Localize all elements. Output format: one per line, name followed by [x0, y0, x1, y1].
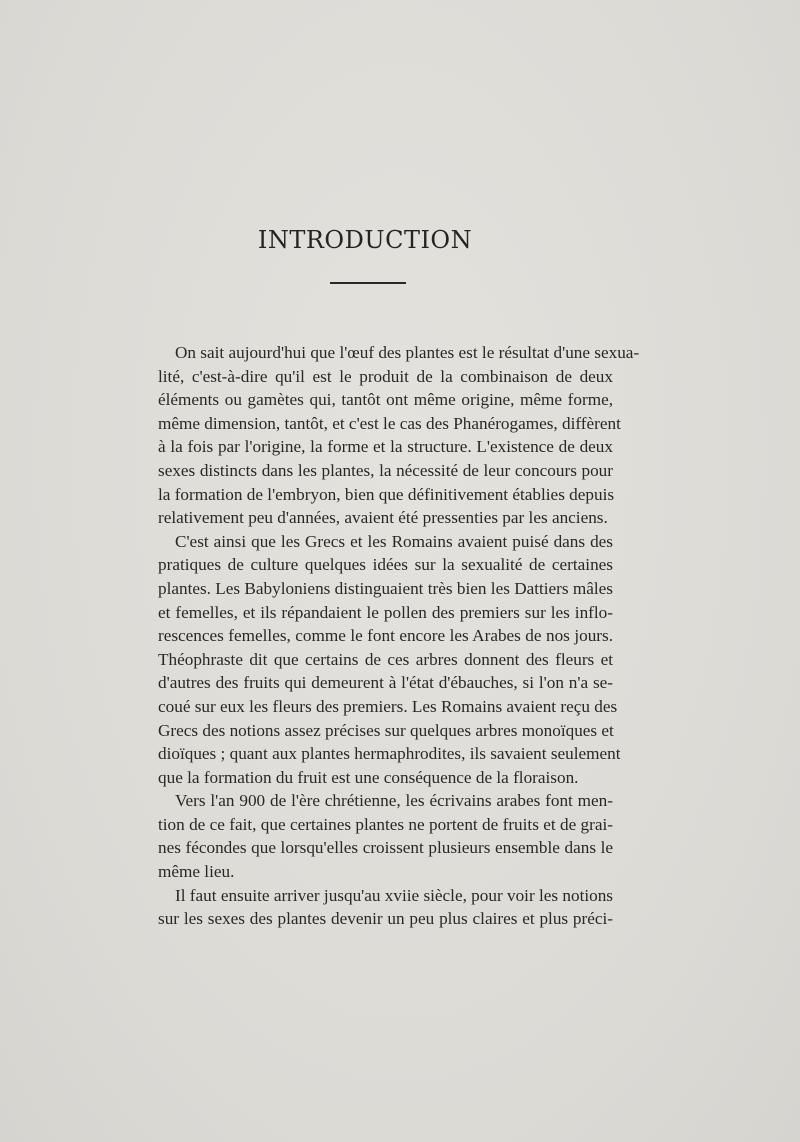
text-line: et femelles, et ils répandaient le pollen des premiers sur les inflo- — [158, 602, 613, 622]
text-line: à la fois par l'origine, la forme et la structure. L'existence de deux — [158, 437, 613, 457]
paragraph-1 — [141, 341, 640, 530]
text-line: dioïques ; quant aux plantes hermaphrodites, ils savaient seulement — [158, 744, 621, 764]
text-line: éléments ou gamètes qui, tantôt ont même origine, même forme, — [158, 390, 613, 410]
title-rule — [330, 282, 406, 284]
text-line: rescences femelles, comme le font encore les Arabes de nos jours. — [158, 626, 613, 646]
text-line: relativement peu d'années, avaient été pressenties par les anciens. — [158, 508, 608, 528]
text-line: pratiques de culture quelques idées sur la sexualité de certaines — [158, 555, 613, 575]
text-line: Grecs des notions assez précises sur quelques arbres monoïques et — [158, 720, 614, 740]
text-line: la formation de l'embryon, bien que définitivement établies depuis — [158, 484, 615, 504]
text-line: On sait aujourd'hui que l'œuf des plantes est le résultat d'une sexua- — [175, 343, 640, 362]
text-line: lité, c'est-à-dire qu'il est le produit de la combinaison de deux — [158, 366, 613, 386]
text-line: Il faut ensuite arriver jusqu'au xviie siècle, pour voir les notions — [175, 885, 613, 905]
text-line: tion de ce fait, que certaines plantes ne portent de fruits et de grai- — [158, 814, 613, 834]
text-line: Vers l'an 900 de l'ère chrétienne, les écrivains arabes font men- — [175, 791, 613, 811]
body-text — [141, 341, 640, 931]
paragraph-3 — [141, 789, 613, 883]
paragraph-2 — [141, 530, 621, 790]
text-line: plantes. Les Babyloniens distinguaient très bien les Dattiers mâles — [158, 578, 613, 598]
text-line: d'autres des fruits qui demeurent à l'état d'ébauches, si l'on n'a se- — [158, 673, 613, 693]
text-line: que la formation du fruit est une conséquence de la floraison. — [158, 767, 579, 787]
text-line: même dimension, tantôt, et c'est le cas des Phanérogames, diffèrent — [158, 413, 621, 433]
text-line: sexes distincts dans les plantes, la nécessité de leur concours pour — [158, 460, 613, 480]
chapter-title: INTRODUCTION — [257, 226, 473, 254]
text-line: coué sur eux les fleurs des premiers. Les Romains avaient reçu des — [158, 696, 618, 716]
paragraph-4 — [141, 884, 613, 931]
text-line: sur les sexes des plantes devenir un peu plus claires et plus préci- — [158, 909, 613, 929]
text-line: Théophraste dit que certains de ces arbres donnent des fleurs et — [158, 649, 613, 669]
text-line: C'est ainsi que les Grecs et les Romains avaient puisé dans des — [175, 531, 613, 551]
text-line: même lieu. — [158, 862, 235, 882]
text-line: nes fécondes que lorsqu'elles croissent plusieurs ensemble dans le — [158, 838, 613, 858]
